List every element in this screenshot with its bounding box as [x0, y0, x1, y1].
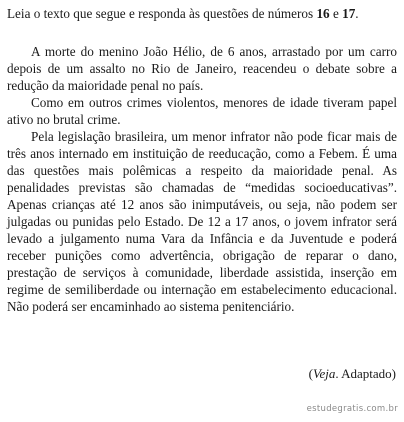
article-paragraph-3: Pela legislação brasileira, um menor infrator não pode ficar mais de três anos internado em instituição de reeducação, como a Febem. É uma das questões mais polêmicas a respeito da maioridade penal. As penalidades previstas são chamadas de “medidas socioeducativas”. Apenas crianças até 12 anos são inimputáveis, ou seja, não podem ser julgadas ou punidas pelo Estado. De 12 a 17 anos, o jovem infrator será levado a julgamento numa Vara da Infância e da Juventude e poderá receber punições como advertência, obrigação de reparar o dano, prestação de serviços à comunidade, liberdade assistida, inserção em regime de semiliberdade ou internação em estabelecimento educacional. Não poderá ser encaminhado ao sistema penitenciário. [7, 129, 397, 314]
source-citation [309, 366, 396, 382]
article-paragraph-1: A morte do menino João Hélio, de 6 anos, arrastado por um carro depois de um assalto no Rio de Janeiro, reacendeu o debate sobre a redução da maioridade penal no país. [7, 44, 397, 93]
source-publication: Veja [312, 366, 336, 381]
question-number-16: 16 [316, 6, 330, 21]
question-number-17: 17 [342, 6, 356, 21]
source-open-paren: ( [308, 366, 313, 381]
site-watermark: estudegratis.com.br [306, 404, 398, 414]
article-paragraph-2: Como em outros crimes violentos, menores de idade tiveram papel ativo no brutal crime. [7, 95, 397, 127]
instruction-text: Leia o texto que segue e responda às questões de números [7, 6, 317, 21]
instruction-conjunction: e [329, 6, 343, 21]
article-text [7, 43, 397, 315]
source-suffix: . Adaptado) [335, 366, 396, 381]
instruction-period: . [355, 6, 359, 21]
question-instruction [7, 6, 399, 22]
